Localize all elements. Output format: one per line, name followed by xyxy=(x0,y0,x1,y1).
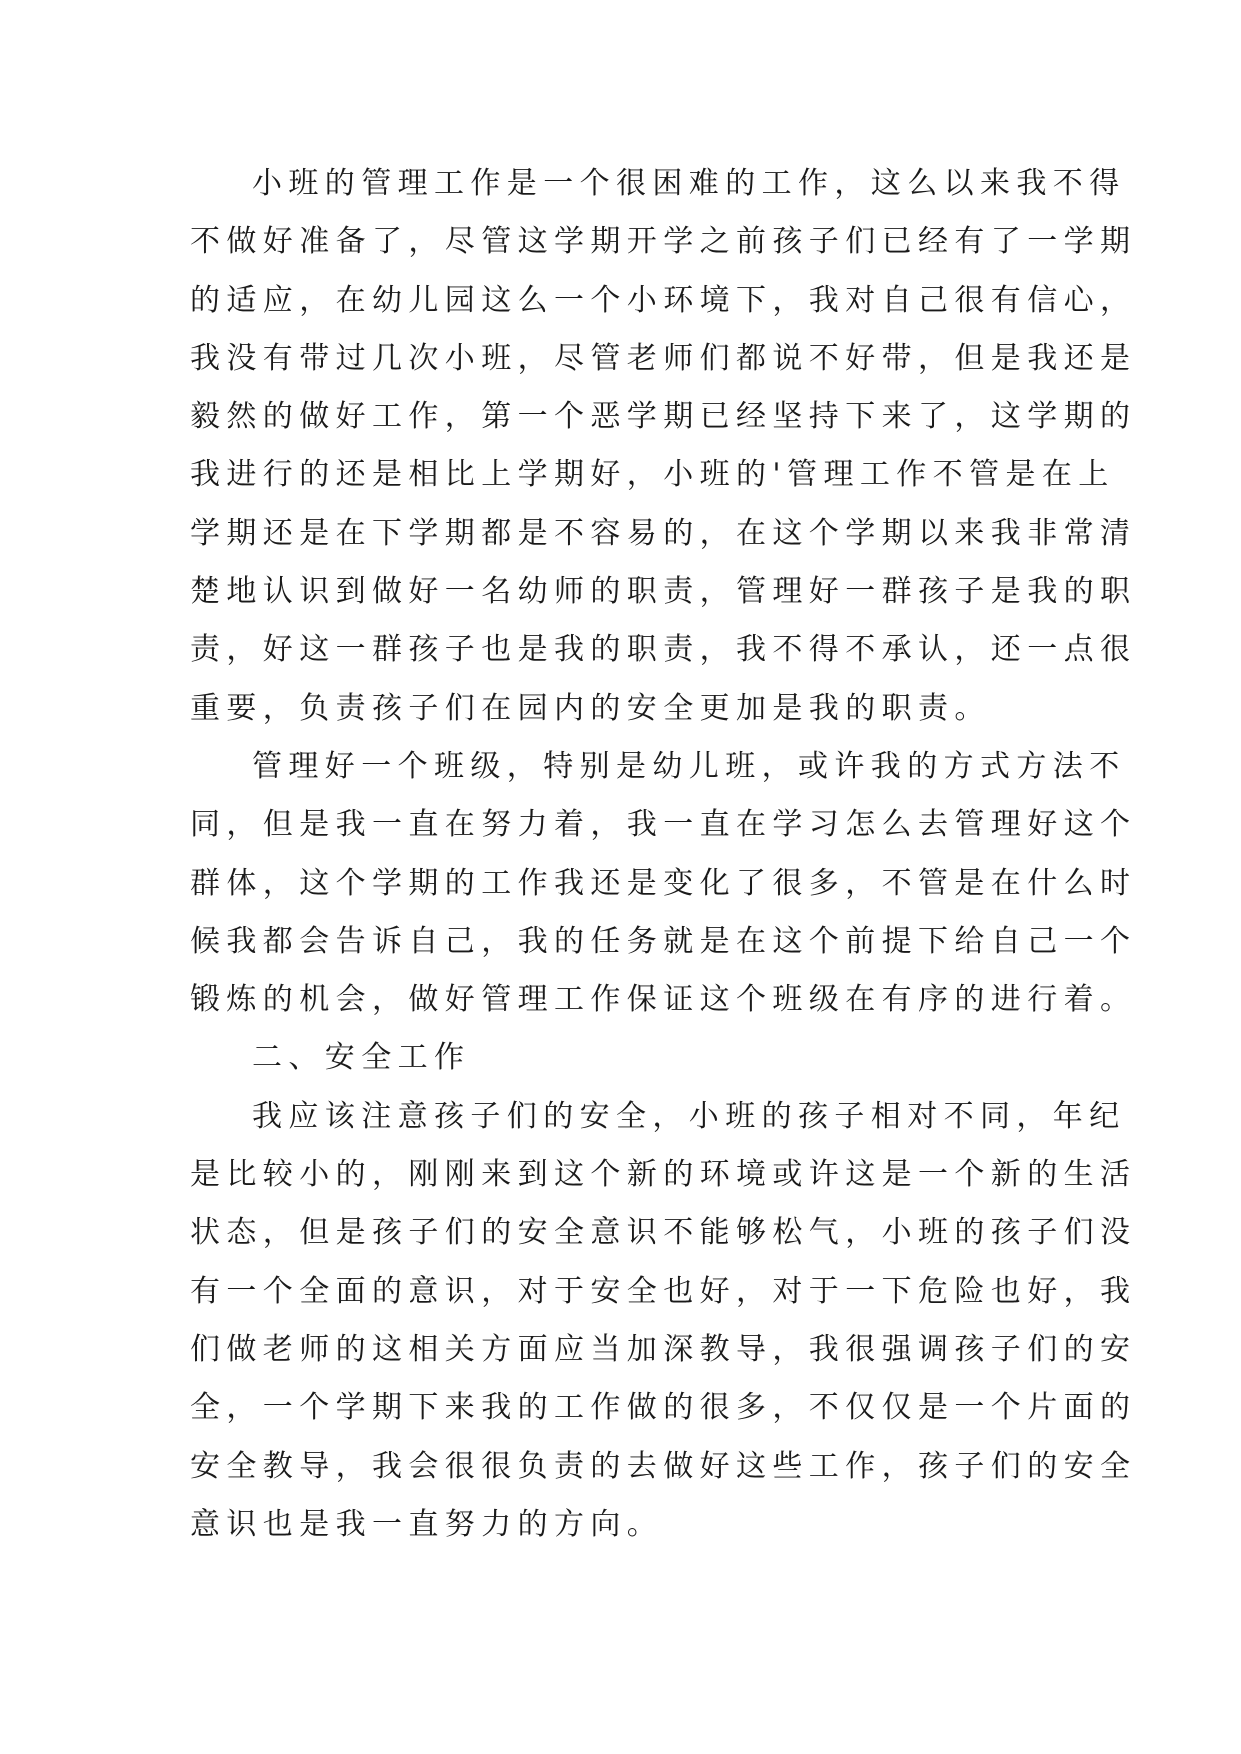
text-line: 意识也是我一直努力的方向。 xyxy=(190,1506,664,1542)
text-line: 二、安全工作 xyxy=(252,1040,471,1076)
text-line: 管理好一个班级，特别是幼儿班，或许我的方式方法不 xyxy=(252,748,1126,784)
text-line: 候我都会告诉自己，我的任务就是在这个前提下给自己一个 xyxy=(190,923,1137,959)
text-line: 我进行的还是相比上学期好，小班的'管理工作不管是在上 xyxy=(190,457,1115,493)
text-line: 不做好准备了，尽管这学期开学之前孩子们已经有了一学期 xyxy=(190,224,1137,260)
text-line: 安全教导，我会很很负责的去做好这些工作，孩子们的安全 xyxy=(190,1448,1137,1484)
text-line: 我应该注意孩子们的安全，小班的孩子相对不同，年纪 xyxy=(252,1098,1126,1134)
text-line: 锻炼的机会，做好管理工作保证这个班级在有序的进行着。 xyxy=(190,982,1137,1018)
text-line: 责，好这一群孩子也是我的职责，我不得不承认，还一点很 xyxy=(190,632,1137,668)
text-line: 学期还是在下学期都是不容易的，在这个学期以来我非常清 xyxy=(190,515,1137,551)
text-line: 毅然的做好工作，第一个恶学期已经坚持下来了，这学期的 xyxy=(190,399,1137,435)
document-body xyxy=(190,155,1137,1554)
text-line: 我没有带过几次小班，尽管老师们都说不好带，但是我还是 xyxy=(190,340,1137,376)
text-line: 同，但是我一直在努力着，我一直在学习怎么去管理好这个 xyxy=(190,807,1137,843)
text-line: 重要，负责孩子们在园内的安全更加是我的职责。 xyxy=(190,690,991,726)
text-line: 楚地认识到做好一名幼师的职责，管理好一群孩子是我的职 xyxy=(190,574,1137,610)
text-line: 们做老师的这相关方面应当加深教导，我很强调孩子们的安 xyxy=(190,1331,1137,1367)
text-line: 状态，但是孩子们的安全意识不能够松气，小班的孩子们没 xyxy=(190,1215,1137,1251)
text-line: 小班的管理工作是一个很困难的工作，这么以来我不得 xyxy=(252,166,1126,201)
text-line: 群体，这个学期的工作我还是变化了很多，不管是在什么时 xyxy=(190,865,1137,901)
text-line: 全，一个学期下来我的工作做的很多，不仅仅是一个片面的 xyxy=(190,1390,1137,1426)
text-line: 是比较小的，刚刚来到这个新的环境或许这是一个新的生活 xyxy=(190,1157,1137,1193)
text-line: 的适应，在幼儿园这么一个小环境下，我对自己很有信心， xyxy=(190,282,1137,318)
text-line: 有一个全面的意识，对于安全也好，对于一下危险也好，我 xyxy=(190,1273,1137,1309)
